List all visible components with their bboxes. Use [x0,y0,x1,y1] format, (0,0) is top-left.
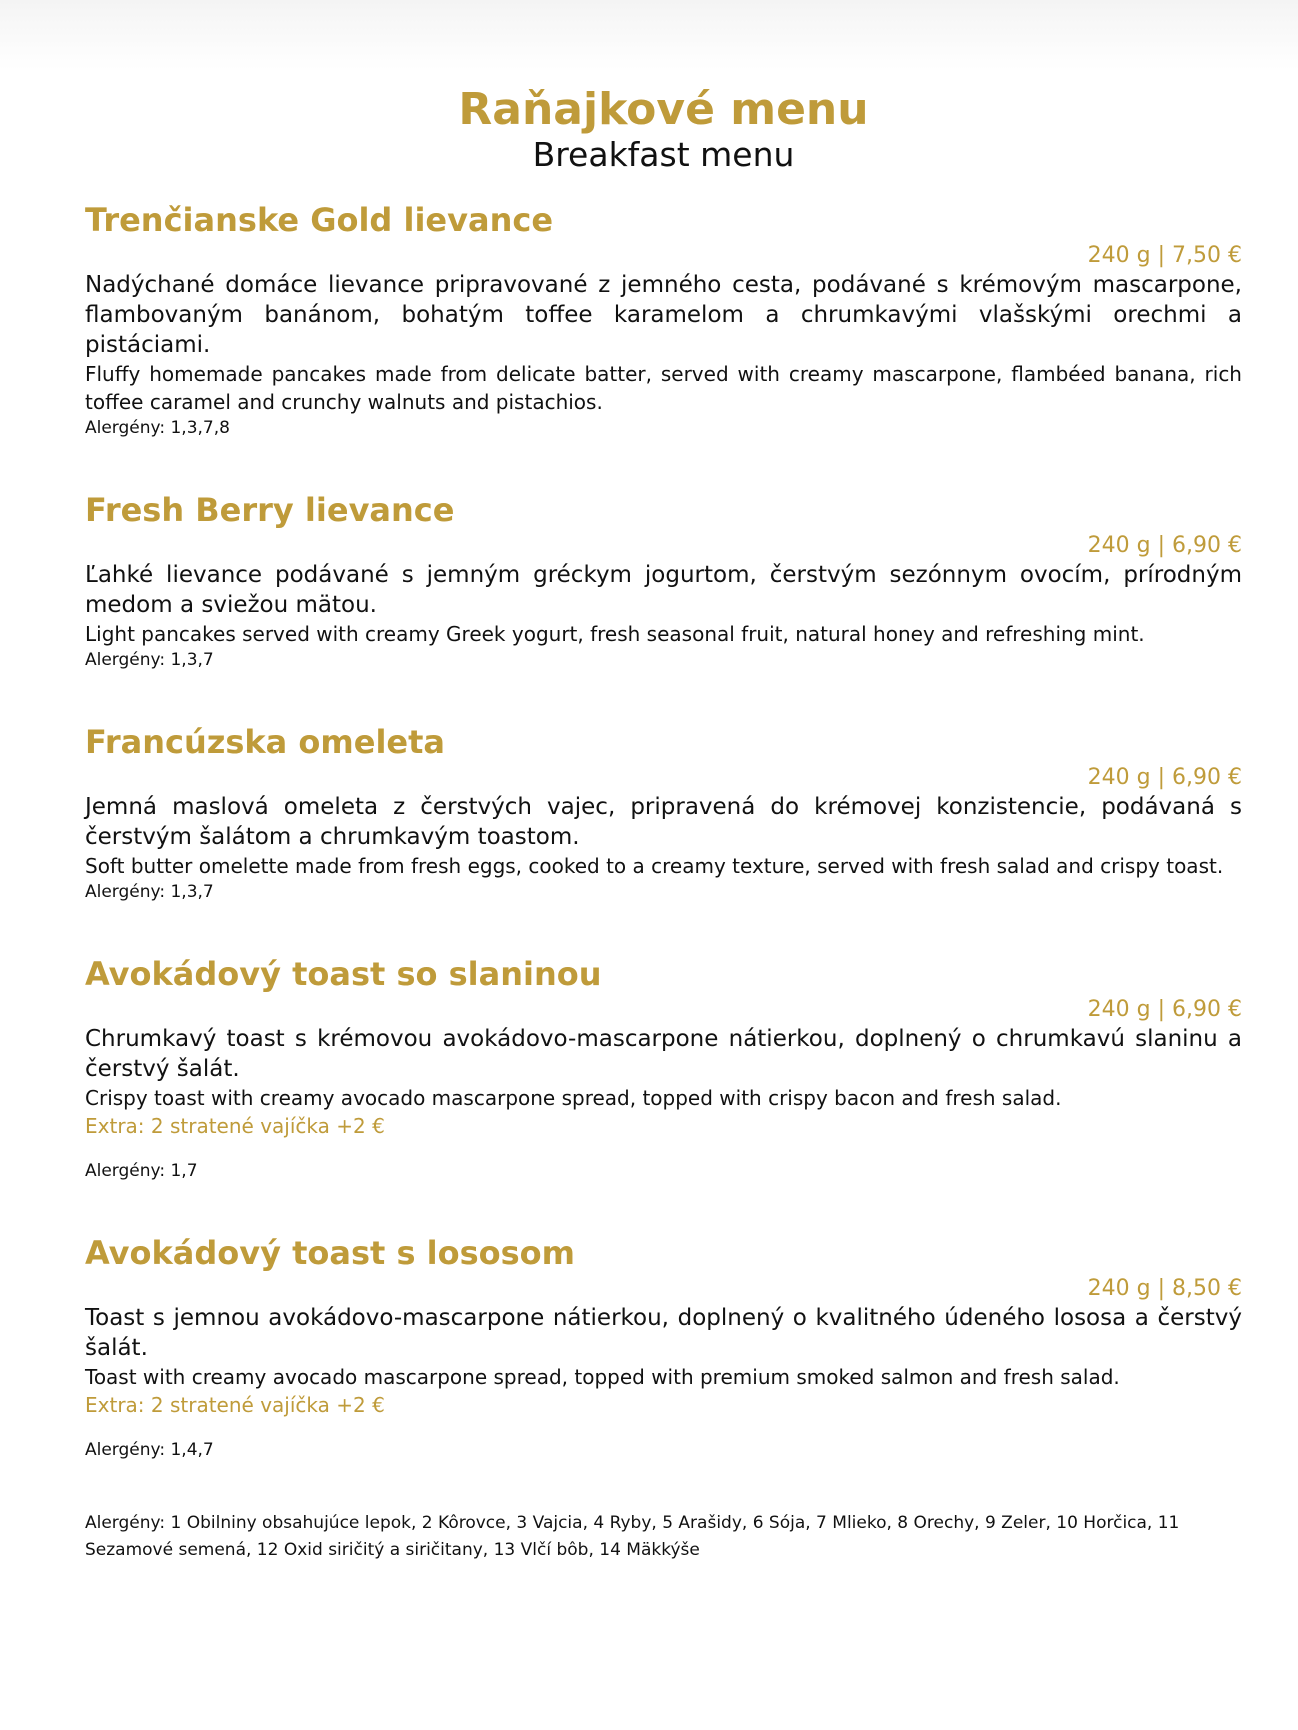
item-extra: Extra: 2 stratené vajíčka +2 € [85,1114,385,1138]
item-description-sk: Jemná maslová omeleta z čerstvých vajec, pripravená do krémovej konzistencie, podávaná s čerstvým šalátom a chrumkavým toastom. [85,794,1242,850]
item-allergens: Alergény: 1,3,7 [85,650,214,670]
item-description-en: Fluffy homemade pancakes made from delicate batter, served with creamy mascarpone, flambéed banana, rich toffee caramel and crunchy walnuts and pistachios. [85,362,1242,414]
menu-page [85,84,1242,1564]
item-description-en: Crispy toast with creamy avocado mascarpone spread, topped with crispy bacon and fresh salad. [85,1086,1062,1110]
item-name: Francúzska omeleta [85,723,445,761]
item-price: 240 g | 8,50 € [1087,1276,1242,1301]
item-name: Fresh Berry lievance [85,491,455,529]
item-name: Trenčianske Gold lievance [85,201,554,239]
item-allergens: Alergény: 1,7 [85,1161,198,1181]
menu-item [85,722,1242,904]
allergen-legend: Alergény: 1 Obilniny obsahujúce lepok, 2 Kôrovce, 3 Vajcia, 4 Ryby, 5 Arašidy, 6 Sója, 7 Mlieko, 8 Orechy, 9 Zeler, 10 Horčica, 11 Sezamové semená, 12 Oxid siričitý a siričitany, 13 Vlčí bôb, 14 Mäkkýše [85,1513,1180,1560]
menu-subtitle: Breakfast menu [532,135,795,174]
item-description-sk: Chrumkavý toast s krémovou avokádovo-mascarpone nátierkou, doplnený o chrumkavú slaninu a čerstvý šalát. [85,1026,1242,1082]
item-description-sk: Ľahké lievance podávané s jemným gréckym jogurtom, čerstvým sezónnym ovocím, prírodným medom a sviežou mätou. [85,562,1242,618]
top-background-band [0,0,1298,70]
item-description-sk: Nadýchané domáce lievance pripravované z jemného cesta, podávané s krémovým mascarpone, flambovaným banánom, bohatým toffee karamelom a chrumkavými vlašskými orechmi a pistáciami. [85,272,1242,358]
item-price: 240 g | 6,90 € [1087,997,1242,1022]
menu-item [85,200,1242,440]
item-name: Avokádový toast so slaninou [85,955,602,993]
item-allergens: Alergény: 1,3,7,8 [85,418,230,438]
item-price: 240 g | 7,50 € [1087,243,1242,268]
item-price: 240 g | 6,90 € [1087,765,1242,790]
item-description-en: Soft butter omelette made from fresh eggs, cooked to a creamy texture, served with fresh salad and crispy toast. [85,854,1224,878]
item-extra: Extra: 2 stratené vajíčka +2 € [85,1393,385,1417]
menu-title: Raňajkové menu [458,84,869,135]
item-name: Avokádový toast s lososom [85,1234,575,1272]
menu-item [85,1233,1242,1462]
item-allergens: Alergény: 1,3,7 [85,882,214,902]
item-description-en: Toast with creamy avocado mascarpone spread, topped with premium smoked salmon and fresh salad. [85,1365,1120,1389]
item-price: 240 g | 6,90 € [1087,533,1242,558]
menu-item [85,490,1242,672]
item-allergens: Alergény: 1,4,7 [85,1440,214,1460]
menu-item [85,954,1242,1183]
item-description-sk: Toast s jemnou avokádovo-mascarpone nátierkou, doplnený o kvalitného údeného lososa a čerstvý šalát. [85,1305,1242,1361]
menu-header [85,84,1242,174]
item-description-en: Light pancakes served with creamy Greek yogurt, fresh seasonal fruit, natural honey and refreshing mint. [85,622,1145,646]
